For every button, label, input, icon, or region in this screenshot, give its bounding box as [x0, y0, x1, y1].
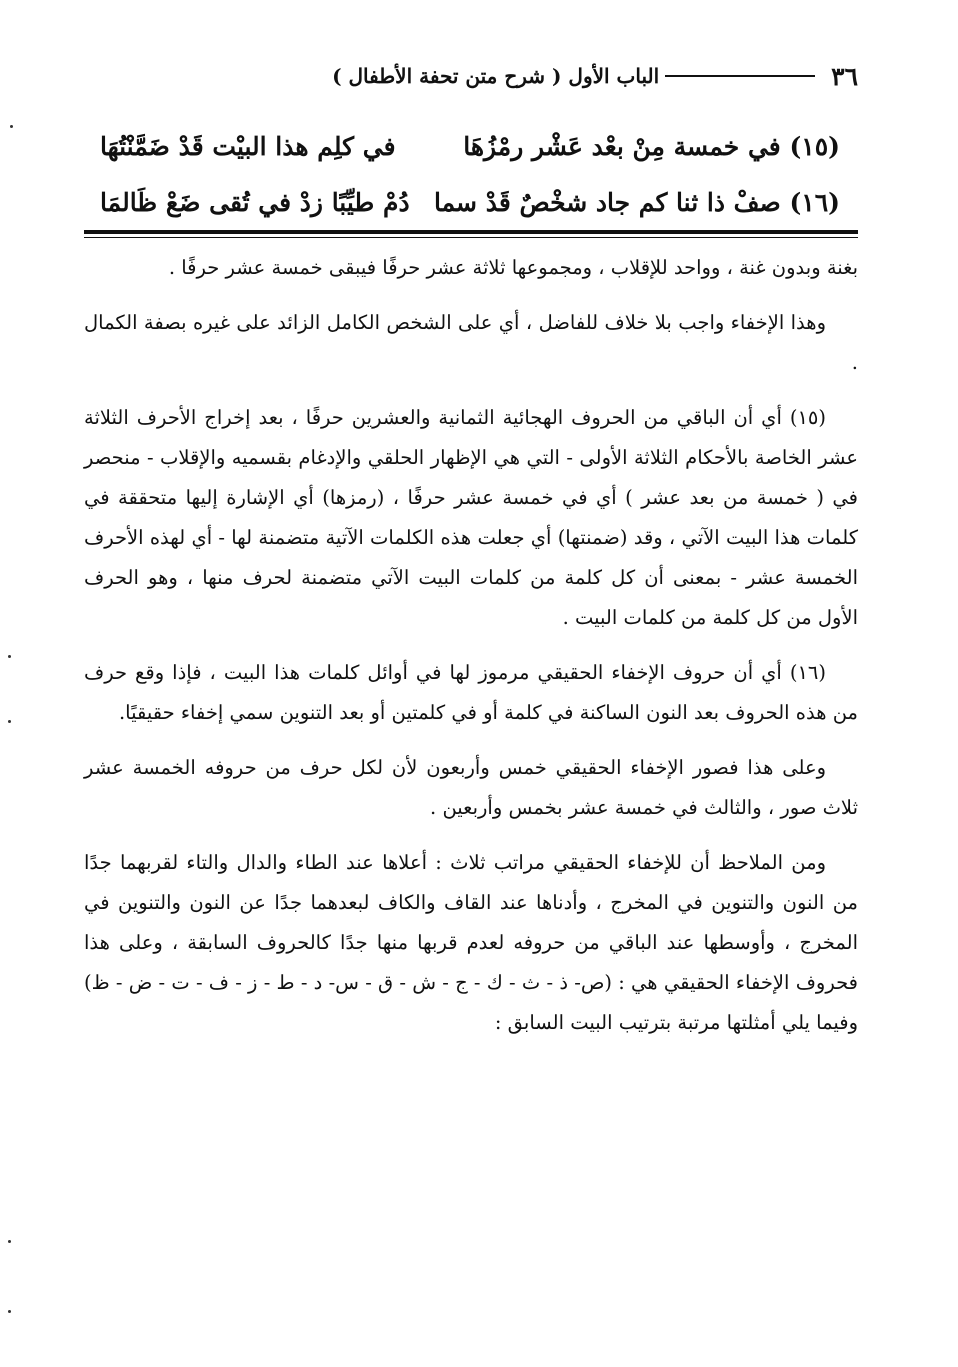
- page-header: [84, 56, 858, 96]
- verse-second-hemistich: دُمْ طيِّبًا زدْ في تُقى ضَعْ ظَالمَا: [100, 187, 410, 217]
- running-title: الباب الأول ( شرح متن تحفة الأطفال ): [332, 64, 660, 88]
- verse-row: [100, 118, 840, 174]
- paragraph: ومن الملاحظ أن للإخفاء الحقيقي مراتب ثلاث : أعلاها عند الطاء والدال والتاء لقربهما جدًا من النون والتنوين في المخرج ، وأدناها عند القاف والكاف لبعدهما جدًا عن النون والتنوين في المخرج ، وأوسطها عند الباقي من حروفه لعدم قربها منها جدًا كالحروف السابقة ، وعلى هذا فحروف الإخفاء الحقيقي هي : (ص- ذ - ث - ك - ج - ش - ق - س- د - ط - ز - ف - ت - ض - ظ) وفيما يلي أمثلتها مرتبة بترتيب البيت السابق :: [84, 851, 858, 1034]
- paragraph-note-16: (١٦) أي أن حروف الإخفاء الحقيقي مرموز لها في أوائل كلمات هذا البيت ، فإذا وقع حرف من هذه الحروف بعد النون الساكنة في كلمة أو في كلمتين أو بعد التنوين سمي إخفاء حقيقيًا.: [84, 661, 858, 724]
- scan-speck: [8, 1240, 11, 1243]
- verse-first-hemistich: (١٦) صفْ ذا ثنا كم جاد شخْصٌ قَدْ سما: [433, 187, 840, 217]
- paragraph: وعلى هذا فصور الإخفاء الحقيقي خمس وأربعون لأن لكل حرف من حروفه الخمسة عشر ثلاث صور ، والثالث في خمسة عشر بخمس وأربعين .: [84, 756, 858, 819]
- scan-speck: [8, 1310, 11, 1313]
- paragraph-note-15: (١٥) أي أن الباقي من الحروف الهجائية الثمانية والعشرين حرفًا ، بعد إخراج الأحرف الثلاثة عشر الخاصة بالأحكام الثلاثة الأولى - التي هي الإظهار الحلقي والإدغام بقسميه والإقلاب - منحصر في ( خمسة من بعد عشر ) أي في خمسة عشر حرفًا ، (رمزها) أي الإشارة إليها متحققة في كلمات هذا البيت الآتي ، وقد (ضمنتها) أي جعلت هذه الكلمات الآتية متضمنة لها - أي لهذه الأحرف الخمسة عشر - بمعنى أن كل كلمة من كلمات البيت الآتي متضمنة لحرف منها ، وهو الحرف الأول من كل كلمة من كلمات البيت .: [84, 406, 858, 629]
- verse-row: [100, 174, 840, 230]
- scan-speck: [8, 720, 11, 723]
- paragraph-continuation: بغنة وبدون غنة ، وواحد للإقلاب ، ومجموعها ثلاثة عشر حرفًا فيبقى خمسة عشر حرفًا .: [168, 256, 858, 279]
- verse-separator-thin: [84, 237, 858, 238]
- verse-second-hemistich: في كلِم هذا البيْت قَدْ ضَمَّنْتُهَا: [100, 131, 396, 161]
- verse-first-hemistich: (١٥) في خمسة مِنْ بعْد عَشْر رمْزُهَا: [463, 131, 840, 161]
- header-rule: [665, 75, 815, 77]
- paragraph: وهذا الإخفاء واجب بلا خلاف للفاضل ، أي على الشخص الكامل الزائد على غيره بصفة الكمال .: [84, 311, 858, 374]
- scan-speck: [10, 125, 13, 128]
- page-number: ٣٦: [831, 61, 858, 91]
- verse-block: [100, 118, 840, 230]
- verse-separator-thick: [84, 230, 858, 234]
- scan-speck: [8, 655, 11, 658]
- commentary-body: [84, 248, 858, 1058]
